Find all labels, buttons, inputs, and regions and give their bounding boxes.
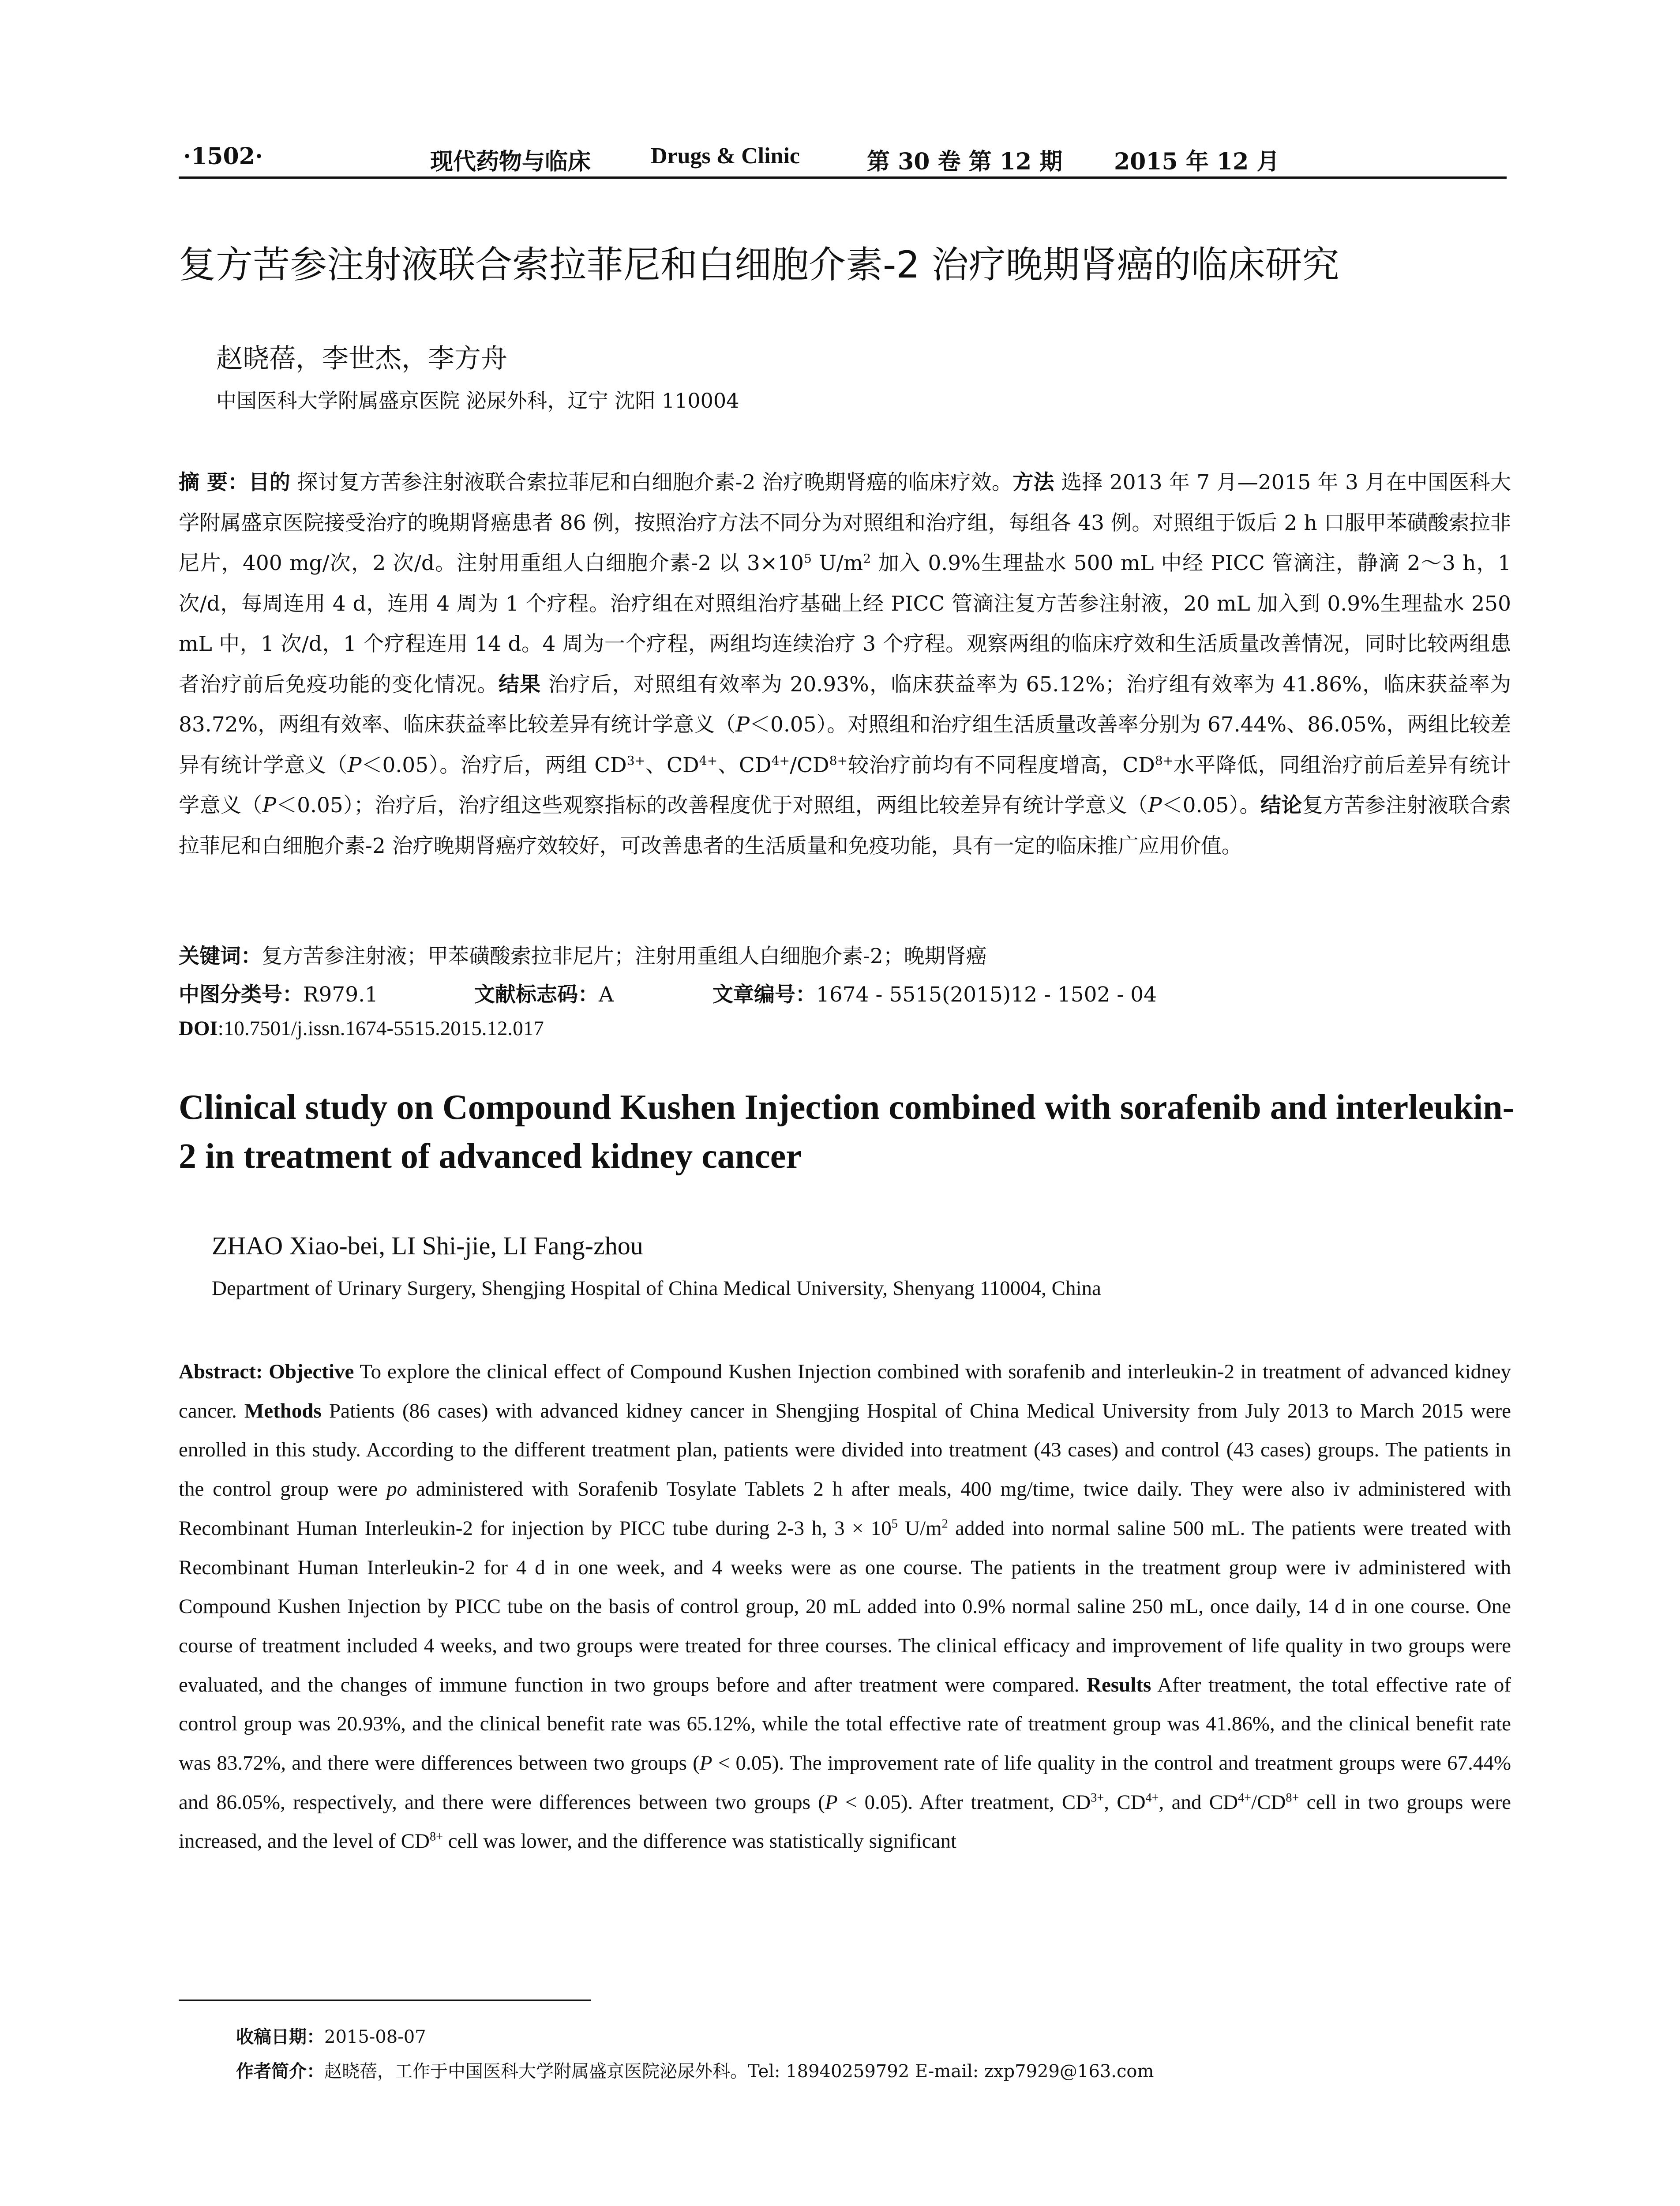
superscript: 2 xyxy=(863,551,871,566)
keywords-line xyxy=(179,940,987,969)
results-text: , CD xyxy=(1104,1790,1146,1814)
conclusion-label: 结论 xyxy=(1260,793,1302,818)
doi-line xyxy=(179,1017,544,1040)
results-text: ＜0.05）。对照组和治疗组生活质量改善率分别为 67.44%、86.05%，两组比较差异有统计学意义（ xyxy=(179,713,1511,777)
doi-value: :10.7501/j.issn.1674-5515.2015.12.017 xyxy=(218,1017,544,1040)
chinese-abstract xyxy=(179,462,1511,866)
results-text: < 0.05). The improvement rate of life quality in the control and treatment groups were 67.44% and 86.05%, respectively, and there were differences between two groups ( xyxy=(179,1752,1511,1814)
superscript: 2 xyxy=(941,1517,948,1531)
superscript: 4+ xyxy=(1145,1791,1159,1805)
results-text: ＜0.05）；治疗后，治疗组这些观察指标的改善程度优于对照组，两组比较差异有统计学意义（ xyxy=(276,793,1148,818)
doc-code-value: A xyxy=(599,983,614,1007)
running-header xyxy=(179,141,1507,179)
received-date-footnote xyxy=(236,2023,426,2048)
p-symbol: P xyxy=(735,713,750,737)
english-title: Clinical study on Compound Kushen Injection combined with sorafenib and interleukin-2 in treatment of advanced kidney cancer xyxy=(179,1088,1515,1176)
received-label: 收稿日期： xyxy=(236,2027,324,2047)
results-text: /CD xyxy=(790,753,829,777)
results-text: 、CD xyxy=(717,753,772,777)
doi-label: DOI xyxy=(179,1017,218,1040)
methods-text: U/m xyxy=(811,551,863,575)
results-text: 较治疗前均有不同程度增高，CD xyxy=(848,753,1155,777)
p-symbol: P xyxy=(1148,793,1162,818)
clc-label: 中图分类号： xyxy=(179,983,303,1007)
results-text: cell was lower, and the difference was statistically significant xyxy=(443,1830,957,1853)
chinese-title: 复方苦参注射液联合索拉菲尼和白细胞介素-2 治疗晚期肾癌的临床研究 xyxy=(179,243,1339,286)
superscript: 5 xyxy=(804,551,812,566)
superscript: 4+ xyxy=(699,753,718,768)
results-text: 水平降低，同组治疗前后差异有统计学意义（ xyxy=(179,753,1511,818)
results-text: /CD xyxy=(1251,1790,1286,1814)
english-authors: ZHAO Xiao-bei, LI Shi-jie, LI Fang-zhou xyxy=(212,1231,643,1260)
methods-text: 加入 0.9%生理盐水 500 mL 中经 PICC 管滴注，静滴 2～3 h，1 次/d，每周连用 4 d，连用 4 周为 1 个疗程。治疗组在对照组治疗基础上经 PICC 管滴注复方苦参注射液，20 mL 加入到 0.9%生理盐水 250 mL 中，1 次/d，1 个疗程连用 14 d。4 周为一个疗程，两组均连续治疗 3 个疗程。观察两组的临床疗效和生活质量改善情况，同时比较两组患者治疗前后免疫功能的变化情况。 xyxy=(179,551,1511,697)
results-text: 、CD xyxy=(645,753,699,777)
superscript: 3+ xyxy=(1091,1791,1104,1805)
author-bio-text: 赵晓蓓，工作于中国医科大学附属盛京医院泌尿外科。Tel: 18940259792 E-mail: zxp7929@163.com xyxy=(324,2061,1154,2082)
page-number: ·1502· xyxy=(183,143,263,170)
journal-name-cn: 现代药物与临床 xyxy=(430,148,591,175)
superscript: 8+ xyxy=(1155,753,1174,768)
chinese-affiliation: 中国医科大学附属盛京医院 泌尿外科，辽宁 沈阳 110004 xyxy=(216,389,739,413)
superscript: 3+ xyxy=(626,753,645,768)
abstract-label: Abstract: Objective xyxy=(179,1360,354,1383)
methods-text: Patients (86 cases) with advanced kidney cancer in Shengjing Hospital of China Medical University from July 2013 to March 2015 were enrolled in this study. According to the different treatment plan, patients were divided into treatment (43 cases) and control (43 cases) groups. The patients in the control group were xyxy=(179,1399,1511,1501)
results-label: 结果 xyxy=(498,672,541,697)
results-text: , and CD xyxy=(1159,1790,1238,1814)
article-no-label: 文章编号： xyxy=(712,983,816,1007)
abstract-label: 摘 要： xyxy=(179,470,249,495)
journal-name-en: Drugs & Clinic xyxy=(651,143,800,169)
author-bio-label: 作者简介： xyxy=(236,2061,324,2082)
results-text: After treatment, the total effective rate of control group was 20.93%, and the clinical benefit rate was 65.12%, while the total effective rate of treatment group was 41.86%, and the clinical benefit rate was 83.72%, and there were differences between two groups ( xyxy=(179,1673,1511,1775)
methods-text: administered with Sorafenib Tosylate Tablets 2 h after meals, 400 mg/time, twice daily. They were also iv administered with Recombinant Human Interleukin-2 for injection by PICC tube during 2-3 h, 3 × 10 xyxy=(179,1478,1511,1540)
p-symbol: P xyxy=(699,1752,712,1775)
classification-line xyxy=(179,978,1157,1008)
superscript: 4+ xyxy=(771,753,790,768)
author-bio-footnote xyxy=(236,2057,1154,2082)
p-symbol: P xyxy=(262,793,277,818)
results-text: 治疗后，对照组有效率为 20.93%，临床获益率为 65.12%；治疗组有效率为 41.86%，临床获益率为 83.72%，两组有效率、临床获益率比较差异有统计学意义（ xyxy=(179,672,1511,737)
p-symbol: P xyxy=(347,753,362,777)
english-affiliation: Department of Urinary Surgery, Shengjing Hospital of China Medical University, Shenyang 110004, China xyxy=(212,1277,1101,1300)
objective-text: To explore the clinical effect of Compound Kushen Injection combined with sorafenib and interleukin-2 in treatment of advanced kidney cancer. xyxy=(179,1360,1511,1422)
received-value: 2015-08-07 xyxy=(324,2027,426,2047)
footnote-divider xyxy=(179,2000,591,2001)
superscript: 8+ xyxy=(1286,1791,1299,1805)
objective-label: 目的 xyxy=(248,470,291,495)
superscript: 8+ xyxy=(829,753,848,768)
clc-value: R979.1 xyxy=(303,983,378,1007)
superscript: 8+ xyxy=(430,1830,443,1844)
methods-text: U/m xyxy=(897,1516,942,1540)
results-text: ＜0.05）。 xyxy=(1162,793,1260,818)
methods-label: Methods xyxy=(244,1399,322,1422)
results-text: < 0.05). After treatment, CD xyxy=(837,1790,1091,1814)
methods-label: 方法 xyxy=(1012,470,1054,495)
p-symbol: P xyxy=(825,1790,838,1814)
doc-code-label: 文献标志码： xyxy=(474,983,599,1007)
methods-text: 选择 2013 年 7 月—2015 年 3 月在中国医科大学附属盛京医院接受治疗的晚期肾癌患者 86 例，按照治疗方法不同分为对照组和治疗组，每组各 43 例。对照组于饭后 2 h 口服甲苯磺酸索拉非尼片，400 mg/次，2 次/d。注射用重组人白细胞介素-2 以 3×10 xyxy=(179,470,1511,575)
chinese-authors: 赵晓蓓，李世杰，李方舟 xyxy=(216,343,507,374)
issue-date: 2015 年 12 月 xyxy=(1114,148,1280,175)
results-label: Results xyxy=(1087,1673,1151,1696)
article-no-value: 1674 - 5515(2015)12 - 1502 - 04 xyxy=(816,983,1157,1007)
superscript: 5 xyxy=(891,1517,898,1531)
volume-issue: 第 30 卷 第 12 期 xyxy=(867,148,1063,175)
methods-text: added into normal saline 500 mL. The patients were treated with Recombinant Human Interleukin-2 for 4 d in one week, and 4 weeks were as one course. The patients in the treatment group were iv administered with Compound Kushen Injection by PICC tube on the basis of control group, 20 mL added into 0.9% normal saline 250 mL, once daily, 14 d in one course. One course of treatment included 4 weeks, and two groups were treated for three courses. The clinical efficacy and improvement of life quality in two groups were evaluated, and the changes of immune function in two groups before and after treatment were compared. xyxy=(179,1516,1511,1696)
results-text: ＜0.05）。治疗后，两组 CD xyxy=(361,753,627,777)
objective-text: 探讨复方苦参注射液联合索拉菲尼和白细胞介素-2 治疗晚期肾癌的临床疗效。 xyxy=(290,470,1013,495)
english-abstract xyxy=(179,1352,1511,1861)
po-abbrev: po xyxy=(386,1478,408,1501)
conclusion-text: 复方苦参注射液联合索拉菲尼和白细胞介素-2 治疗晚期肾癌疗效较好，可改善患者的生活质量和免疫功能，具有一定的临床推广应用价值。 xyxy=(179,793,1511,858)
keywords-label: 关键词： xyxy=(179,944,262,968)
keywords-text: 复方苦参注射液；甲苯磺酸索拉非尼片；注射用重组人白细胞介素-2；晚期肾癌 xyxy=(262,944,987,968)
superscript: 4+ xyxy=(1238,1791,1252,1805)
results-text: cell in two groups were increased, and the level of CD xyxy=(179,1790,1511,1853)
